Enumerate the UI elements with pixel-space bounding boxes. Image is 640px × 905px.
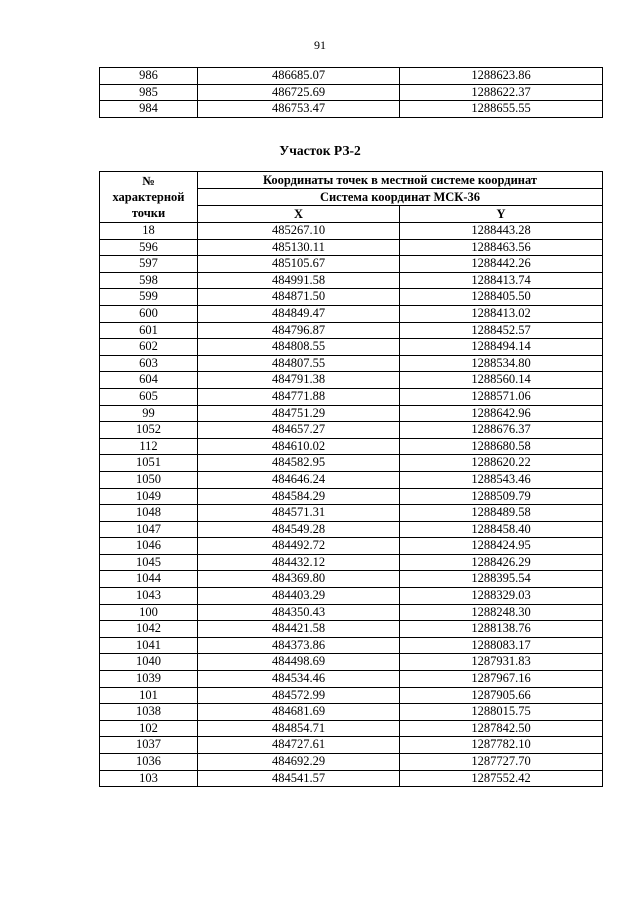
point-number-cell: 597 <box>100 256 198 273</box>
point-number-cell: 1041 <box>100 637 198 654</box>
x-coordinate-cell: 484849.47 <box>198 305 400 322</box>
x-coordinate-cell: 484657.27 <box>198 422 400 439</box>
table-row <box>100 571 603 588</box>
point-number-cell: 986 <box>100 68 198 85</box>
y-coordinate-cell: 1288543.46 <box>400 471 603 488</box>
table-row <box>100 388 603 405</box>
x-coordinate-cell: 484534.46 <box>198 671 400 688</box>
point-number-header <box>100 172 198 223</box>
y-coordinate-cell: 1287552.42 <box>400 770 603 787</box>
table-row <box>100 604 603 621</box>
table-row <box>100 422 603 439</box>
table-row <box>100 68 603 85</box>
x-coordinate-cell: 486685.07 <box>198 68 400 85</box>
x-coordinate-cell: 484610.02 <box>198 438 400 455</box>
x-coordinate-cell: 484571.31 <box>198 505 400 522</box>
table-row <box>100 654 603 671</box>
y-coordinate-cell: 1288680.58 <box>400 438 603 455</box>
x-coordinate-cell: 484854.71 <box>198 720 400 737</box>
table-row <box>100 505 603 522</box>
point-number-cell: 1038 <box>100 704 198 721</box>
table-row <box>100 438 603 455</box>
x-coordinate-cell: 484646.24 <box>198 471 400 488</box>
x-coordinate-cell: 484373.86 <box>198 637 400 654</box>
point-number-cell: 18 <box>100 223 198 240</box>
point-number-cell: 1036 <box>100 754 198 771</box>
x-coordinate-cell: 484807.55 <box>198 355 400 372</box>
y-coordinate-cell: 1288395.54 <box>400 571 603 588</box>
y-coordinate-cell: 1288458.40 <box>400 521 603 538</box>
y-coordinate-cell: 1288329.03 <box>400 588 603 605</box>
point-number-cell: 102 <box>100 720 198 737</box>
x-column-header: X <box>198 206 400 223</box>
y-coordinate-cell: 1288623.86 <box>400 68 603 85</box>
table-row <box>100 272 603 289</box>
point-number-cell: 1049 <box>100 488 198 505</box>
table-row <box>100 223 603 240</box>
x-coordinate-cell: 484751.29 <box>198 405 400 422</box>
table-row <box>100 256 603 273</box>
y-coordinate-cell: 1288655.55 <box>400 101 603 118</box>
point-number-cell: 1046 <box>100 538 198 555</box>
point-number-cell: 1052 <box>100 422 198 439</box>
point-number-cell: 1051 <box>100 455 198 472</box>
point-number-cell: 112 <box>100 438 198 455</box>
y-coordinate-cell: 1288138.76 <box>400 621 603 638</box>
point-number-cell: 1043 <box>100 588 198 605</box>
table-row <box>100 305 603 322</box>
x-coordinate-cell: 486753.47 <box>198 101 400 118</box>
x-coordinate-cell: 484991.58 <box>198 272 400 289</box>
point-number-cell: 604 <box>100 372 198 389</box>
y-coordinate-cell: 1288534.80 <box>400 355 603 372</box>
point-number-cell: 600 <box>100 305 198 322</box>
table-row <box>100 538 603 555</box>
x-coordinate-cell: 484549.28 <box>198 521 400 538</box>
y-coordinate-cell: 1288489.58 <box>400 505 603 522</box>
x-coordinate-cell: 484791.38 <box>198 372 400 389</box>
table-row <box>100 687 603 704</box>
y-coordinate-cell: 1288494.14 <box>400 339 603 356</box>
point-number-cell: 602 <box>100 339 198 356</box>
point-number-cell: 1048 <box>100 505 198 522</box>
y-coordinate-cell: 1288560.14 <box>400 372 603 389</box>
table-row <box>100 289 603 306</box>
table-row <box>100 471 603 488</box>
point-number-cell: 599 <box>100 289 198 306</box>
table-row <box>100 770 603 787</box>
table-body <box>100 223 603 787</box>
y-coordinate-cell: 1288452.57 <box>400 322 603 339</box>
y-coordinate-cell: 1288248.30 <box>400 604 603 621</box>
point-number-cell: 1047 <box>100 521 198 538</box>
point-header-line3: точки <box>131 206 166 220</box>
table-header <box>100 172 603 223</box>
coordinates-header-line1: Координаты точек в местной системе координат <box>198 172 603 189</box>
y-coordinate-cell: 1287782.10 <box>400 737 603 754</box>
x-coordinate-cell: 484582.95 <box>198 455 400 472</box>
y-coordinate-cell: 1288463.56 <box>400 239 603 256</box>
point-number-cell: 99 <box>100 405 198 422</box>
x-coordinate-cell: 484584.29 <box>198 488 400 505</box>
x-coordinate-cell: 484492.72 <box>198 538 400 555</box>
table-row <box>100 671 603 688</box>
table-row <box>100 637 603 654</box>
section-title: Участок РЗ-2 <box>279 143 361 158</box>
y-coordinate-cell: 1288015.75 <box>400 704 603 721</box>
y-coordinate-cell: 1288413.02 <box>400 305 603 322</box>
point-header-line2: характерной <box>112 190 185 204</box>
x-coordinate-cell: 485130.11 <box>198 239 400 256</box>
y-coordinate-cell: 1287727.70 <box>400 754 603 771</box>
x-coordinate-cell: 484681.69 <box>198 704 400 721</box>
page-number: 91 <box>314 38 326 52</box>
x-coordinate-cell: 484541.57 <box>198 770 400 787</box>
table-row <box>100 372 603 389</box>
point-number-cell: 1050 <box>100 471 198 488</box>
table-row <box>100 704 603 721</box>
point-number-cell: 598 <box>100 272 198 289</box>
point-number-cell: 100 <box>100 604 198 621</box>
x-coordinate-cell: 484369.80 <box>198 571 400 588</box>
y-coordinate-cell: 1288642.96 <box>400 405 603 422</box>
x-coordinate-cell: 484572.99 <box>198 687 400 704</box>
x-coordinate-cell: 484771.88 <box>198 388 400 405</box>
x-coordinate-cell: 484403.29 <box>198 588 400 605</box>
y-coordinate-cell: 1287931.83 <box>400 654 603 671</box>
point-number-cell: 596 <box>100 239 198 256</box>
y-coordinate-cell: 1288083.17 <box>400 637 603 654</box>
y-coordinate-cell: 1288622.37 <box>400 84 603 101</box>
point-number-cell: 1039 <box>100 671 198 688</box>
table-row <box>100 737 603 754</box>
table-row <box>100 322 603 339</box>
point-number-cell: 101 <box>100 687 198 704</box>
y-coordinate-cell: 1288442.26 <box>400 256 603 273</box>
y-coordinate-cell: 1288571.06 <box>400 388 603 405</box>
point-number-cell: 984 <box>100 101 198 118</box>
table-row <box>100 339 603 356</box>
point-number-cell: 1037 <box>100 737 198 754</box>
x-coordinate-cell: 484871.50 <box>198 289 400 306</box>
x-coordinate-cell: 484796.87 <box>198 322 400 339</box>
y-coordinate-cell: 1288509.79 <box>400 488 603 505</box>
point-number-cell: 601 <box>100 322 198 339</box>
table-row <box>100 720 603 737</box>
point-number-cell: 1045 <box>100 554 198 571</box>
coordinates-table <box>99 171 603 787</box>
table-row <box>100 355 603 372</box>
point-number-cell: 103 <box>100 770 198 787</box>
point-number-cell: 605 <box>100 388 198 405</box>
point-number-cell: 985 <box>100 84 198 101</box>
table-row <box>100 588 603 605</box>
y-coordinate-cell: 1287967.16 <box>400 671 603 688</box>
y-coordinate-cell: 1288676.37 <box>400 422 603 439</box>
x-coordinate-cell: 484727.61 <box>198 737 400 754</box>
point-header-line1: № <box>142 174 155 188</box>
x-coordinate-cell: 485267.10 <box>198 223 400 240</box>
y-column-header: Y <box>400 206 603 223</box>
table-row <box>100 84 603 101</box>
x-coordinate-cell: 484808.55 <box>198 339 400 356</box>
table-row <box>100 239 603 256</box>
y-coordinate-cell: 1288424.95 <box>400 538 603 555</box>
x-coordinate-cell: 486725.69 <box>198 84 400 101</box>
coordinates-header-line2: Система координат МСК-36 <box>198 189 603 206</box>
point-number-cell: 1044 <box>100 571 198 588</box>
continued-coordinates-table <box>99 67 603 118</box>
point-number-cell: 1042 <box>100 621 198 638</box>
y-coordinate-cell: 1288443.28 <box>400 223 603 240</box>
point-number-cell: 1040 <box>100 654 198 671</box>
x-coordinate-cell: 484498.69 <box>198 654 400 671</box>
y-coordinate-cell: 1288620.22 <box>400 455 603 472</box>
point-number-cell: 603 <box>100 355 198 372</box>
table-row <box>100 488 603 505</box>
x-coordinate-cell: 484350.43 <box>198 604 400 621</box>
x-coordinate-cell: 484421.58 <box>198 621 400 638</box>
x-coordinate-cell: 485105.67 <box>198 256 400 273</box>
table-row <box>100 621 603 638</box>
table-row <box>100 455 603 472</box>
y-coordinate-cell: 1288413.74 <box>400 272 603 289</box>
table-row <box>100 101 603 118</box>
table-row <box>100 554 603 571</box>
y-coordinate-cell: 1288426.29 <box>400 554 603 571</box>
continued-table-body <box>100 68 603 118</box>
y-coordinate-cell: 1288405.50 <box>400 289 603 306</box>
y-coordinate-cell: 1287905.66 <box>400 687 603 704</box>
table-row <box>100 405 603 422</box>
x-coordinate-cell: 484692.29 <box>198 754 400 771</box>
y-coordinate-cell: 1287842.50 <box>400 720 603 737</box>
table-row <box>100 754 603 771</box>
table-row <box>100 521 603 538</box>
x-coordinate-cell: 484432.12 <box>198 554 400 571</box>
